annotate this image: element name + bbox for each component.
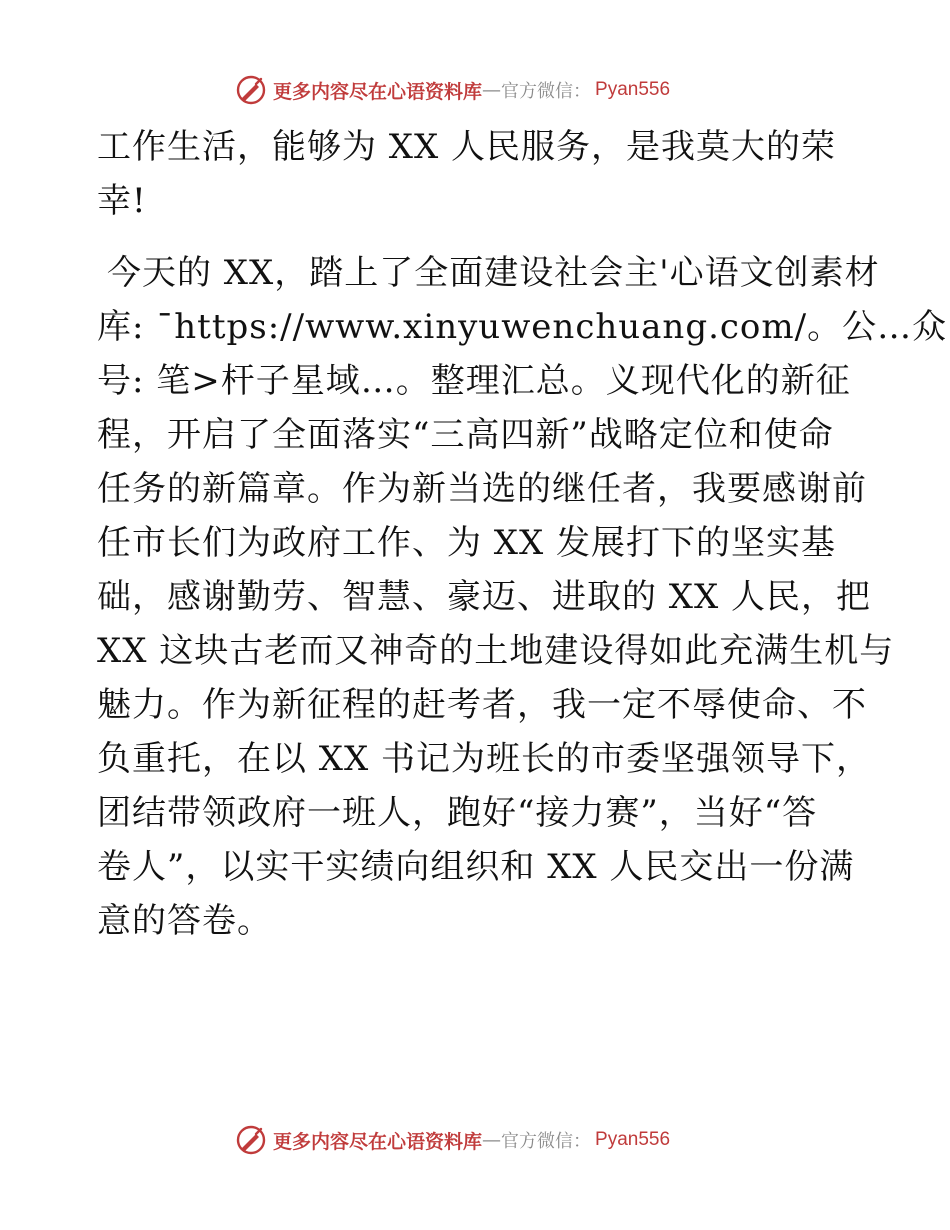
text-line: 库: ¯https://www.xinyuwenchuang.com/。公…众 — [97, 307, 948, 347]
text-line: 号: 笔>杆子星域…。整理汇总。义现代化的新征 — [97, 361, 851, 401]
watermark-wechat-id: Pyan556 — [595, 1129, 671, 1150]
text-line: 意的答卷。 — [97, 901, 272, 941]
text-line: 础，感谢勤劳、智慧、豪迈、进取的 XX 人民，把 — [97, 577, 872, 617]
text-line: 任务的新篇章。作为新当选的继任者，我要感谢前 — [97, 469, 867, 509]
watermark-title: 更多内容尽在心语资料库 — [273, 80, 483, 103]
text-line: 工作生活，能够为 XX 人民服务，是我莫大的荣 — [97, 127, 837, 167]
text-line: 负重托，在以 XX 书记为班长的市委坚强领导下， — [97, 739, 872, 779]
header-watermark — [235, 72, 715, 108]
text-line: 魅力。作为新征程的赶考者，我一定不辱使命、不 — [97, 685, 867, 725]
text-line: XX 这块古老而又神奇的土地建设得如此充满生机与 — [97, 631, 895, 671]
watermark-separator: — — [482, 1129, 502, 1151]
watermark-title: 更多内容尽在心语资料库 — [273, 1130, 483, 1153]
document-body — [97, 120, 948, 962]
text-line: 程，开启了全面落实“三高四新”战略定位和使命 — [97, 415, 834, 455]
pen-logo-icon — [235, 1124, 267, 1156]
paragraph-2 — [97, 246, 948, 948]
text-line: 团结带领政府一班人，跑好“接力赛”，当好“答 — [97, 793, 818, 833]
watermark-wechat-id: Pyan556 — [595, 79, 671, 100]
text-line: 卷人”，以实干实绩向组织和 XX 人民交出一份满 — [97, 847, 855, 887]
watermark-separator: — — [482, 79, 502, 101]
text-line: 今天的 XX，踏上了全面建设社会主'心语文创素材 — [107, 253, 880, 293]
pen-logo-icon — [235, 74, 267, 106]
paragraph-1 — [97, 120, 857, 228]
watermark-label: 官方微信： — [501, 1131, 592, 1152]
footer-watermark — [235, 1122, 715, 1158]
text-line: 幸! — [97, 181, 147, 221]
watermark-label: 官方微信： — [501, 81, 592, 102]
text-line: 任市长们为政府工作、为 XX 发展打下的坚实基 — [97, 523, 837, 563]
